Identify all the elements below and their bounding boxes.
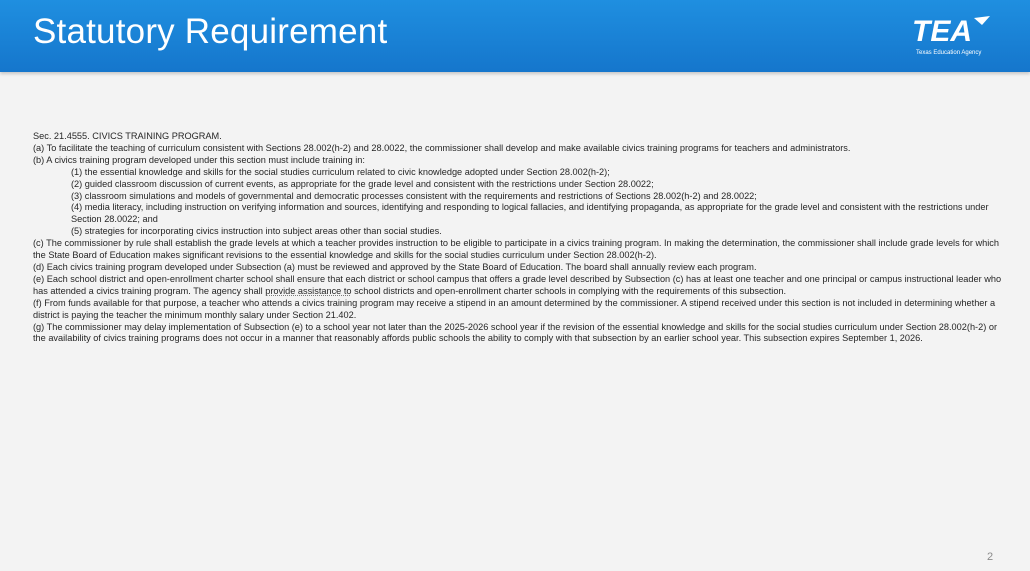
logo-star-accent [974,16,990,25]
statute-e-text-1: (e) Each school district and open-enrollment charter school shall ensure that each district or school campus that offers a grade level described by Subsection (c) has at least one teacher and one principal or campus instructional leader who has attended a civics training program. The agency shall [33,273,1002,296]
statute-e-text-2: school districts and open-enrollment charter schools in complying with the requirements of this subsection. [351,285,787,296]
page-number: 2 [987,551,994,563]
statute-subsection-g: (g) The commissioner may delay implementation of Subsection (e) to a school year not later than the 2025-2026 school year if the revision of the essential knowledge and skills for the social studies curriculum under Section 28.002(h-2) or the availability of civics training programs does not occur in a manner that reasonably affords public schools the ability to comply with that subsection by an earlier school year. This subsection expires September 1, 2026. [33,321,998,344]
statute-subsection-a: (a) To facilitate the teaching of curriculum consistent with Sections 28.002(h-2) and 28.0022, the commissioner shall develop and make available civics training programs for teachers and administrators. [33,142,851,153]
statute-subsection-f: (f) From funds available for that purpose, a teacher who attends a civics training program may receive a stipend in an amount determined by the commissioner. A stipend received under this section is not included in determining whether a district is paying the teacher the minimum monthly salary under Section 21.402. [33,297,996,320]
statute-heading: Sec. 21.4555. CIVICS TRAINING PROGRAM. [33,131,222,141]
slide-title: Statutory Requirement [33,12,388,51]
slide-header [0,0,1030,72]
statute-b-item-2: (2) guided classroom discussion of current events, as appropriate for the grade level and consistent with the restrictions under Section 28.0022; [71,178,654,189]
statute-subsection-d: (d) Each civics training program developed under Subsection (a) must be reviewed and approved by the State Board of Education. The board shall annually review each program. [33,261,757,272]
statute-b-item-4: (4) media literacy, including instruction on verifying information and sources, identifying and responding to logical fallacies, and identifying propaganda, as appropriate for the grade level and consistent with the restrictions under Section 28.0022; and [71,202,989,225]
statute-subsection-e [33,274,1003,298]
statute-b-item-1: (1) the essential knowledge and skills for the social studies curriculum related to civic knowledge adopted under Section 28.002(h-2); [71,166,610,177]
logo-subtitle: Texas Education Agency [916,50,982,56]
statute-subsection-b: (b) A civics training program developed under this section must include training in: [33,154,365,165]
statute-b-item-5: (5) strategies for incorporating civics instruction into subject areas other than social studies. [71,226,442,237]
statute-b-item-3: (3) classroom simulations and models of governmental and democratic processes consistent with the requirements and restrictions of Sections 28.002(h-2) and 28.0022; [71,190,757,201]
logo-wordmark: TEA [912,15,972,48]
statute-subsection-c: (c) The commissioner by rule shall establish the grade levels at which a teacher provides instruction to be eligible to participate in a civics training program. In making the determination, the commissioner shall include grade levels for which the State Board of Education makes significant revisions to the essential knowledge and skills for the social studies curriculum under Section 28.002(h-2). [33,238,1000,261]
tea-logo [908,12,1000,60]
statute-e-marked-text: provide assistance to [265,285,352,296]
statute-text [33,131,1003,345]
